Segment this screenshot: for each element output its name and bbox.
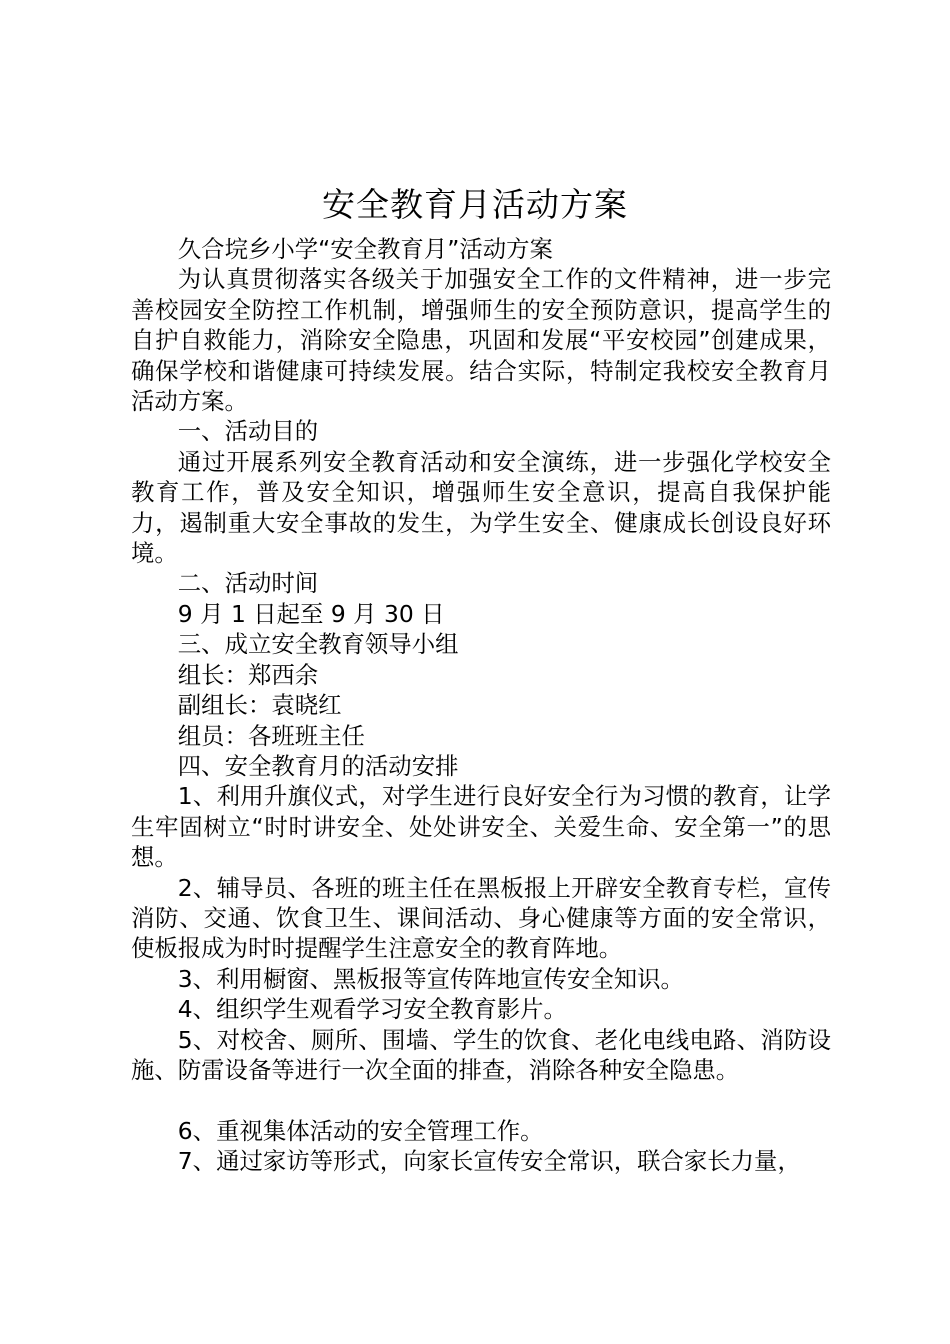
arrangement-item-6: 6、重视集体活动的安全管理工作。 [177, 1116, 544, 1145]
arrangement-item-2: 2、辅导员、各班的班主任在黑板报上开辟安全教育专栏，宣传消防、交通、饮食卫生、课间活动、身心健康等方面的安全常识，使板报成为时时提醒学生注意安全的教育阵地。 [131, 873, 831, 963]
subtitle-paragraph: 久合垸乡小学“安全教育月”活动方案 [177, 235, 553, 263]
blank-line [131, 1085, 831, 1115]
group-deputy-leader: 副组长：袁晓红 [177, 691, 342, 720]
section-heading-purpose: 一、活动目的 [177, 417, 319, 446]
arrangement-item-4: 4、组织学生观看学习安全教育影片。 [177, 995, 567, 1024]
purpose-paragraph: 通过开展系列安全教育活动和安全演练，进一步强化学校安全教育工作，普及安全知识，增强师生安全意识，提高自我保护能力，遏制重大安全事故的发生，为学生安全、健康成长创设良好环境。 [131, 447, 831, 568]
arrangement-item-3: 3、利用橱窗、黑板报等宣传阵地宣传安全知识。 [177, 964, 684, 993]
section-heading-arrangement: 四、安全教育月的活动安排 [177, 751, 459, 780]
arrangement-item-5: 5、对校舍、厕所、围墙、学生的饮食、老化电线电路、消防设施、防雷设备等进行一次全面的排查，消除各种安全隐患。 [131, 1025, 831, 1084]
intro-paragraph: 为认真贯彻落实各级关于加强安全工作的文件精神，进一步完善校园安全防控工作机制，增强师生的安全预防意识，提高学生的自护自救能力，消除安全隐患，巩固和发展“平安校园”创建成果，确保学校和谐健康可持续发展。结合实际，特制定我校安全教育月活动方案。 [131, 265, 831, 416]
group-members: 组员：各班班主任 [177, 721, 365, 750]
time-paragraph: 9 月 1 日起至 9 月 30 日 [177, 599, 445, 628]
document-body [131, 234, 831, 1177]
arrangement-item-7: 7、通过家访等形式，向家长宣传安全常识，联合家长力量， [177, 1147, 801, 1176]
section-heading-time: 二、活动时间 [177, 569, 319, 598]
group-leader: 组长：郑西余 [177, 660, 319, 689]
section-heading-group: 三、成立安全教育领导小组 [177, 630, 459, 659]
arrangement-item-1: 1、利用升旗仪式，对学生进行良好安全行为习惯的教育，让学生牢固树立“时时讲安全、处处讲安全、关爱生命、安全第一”的思想。 [131, 782, 831, 872]
document-title: 安全教育月活动方案 [322, 185, 628, 224]
